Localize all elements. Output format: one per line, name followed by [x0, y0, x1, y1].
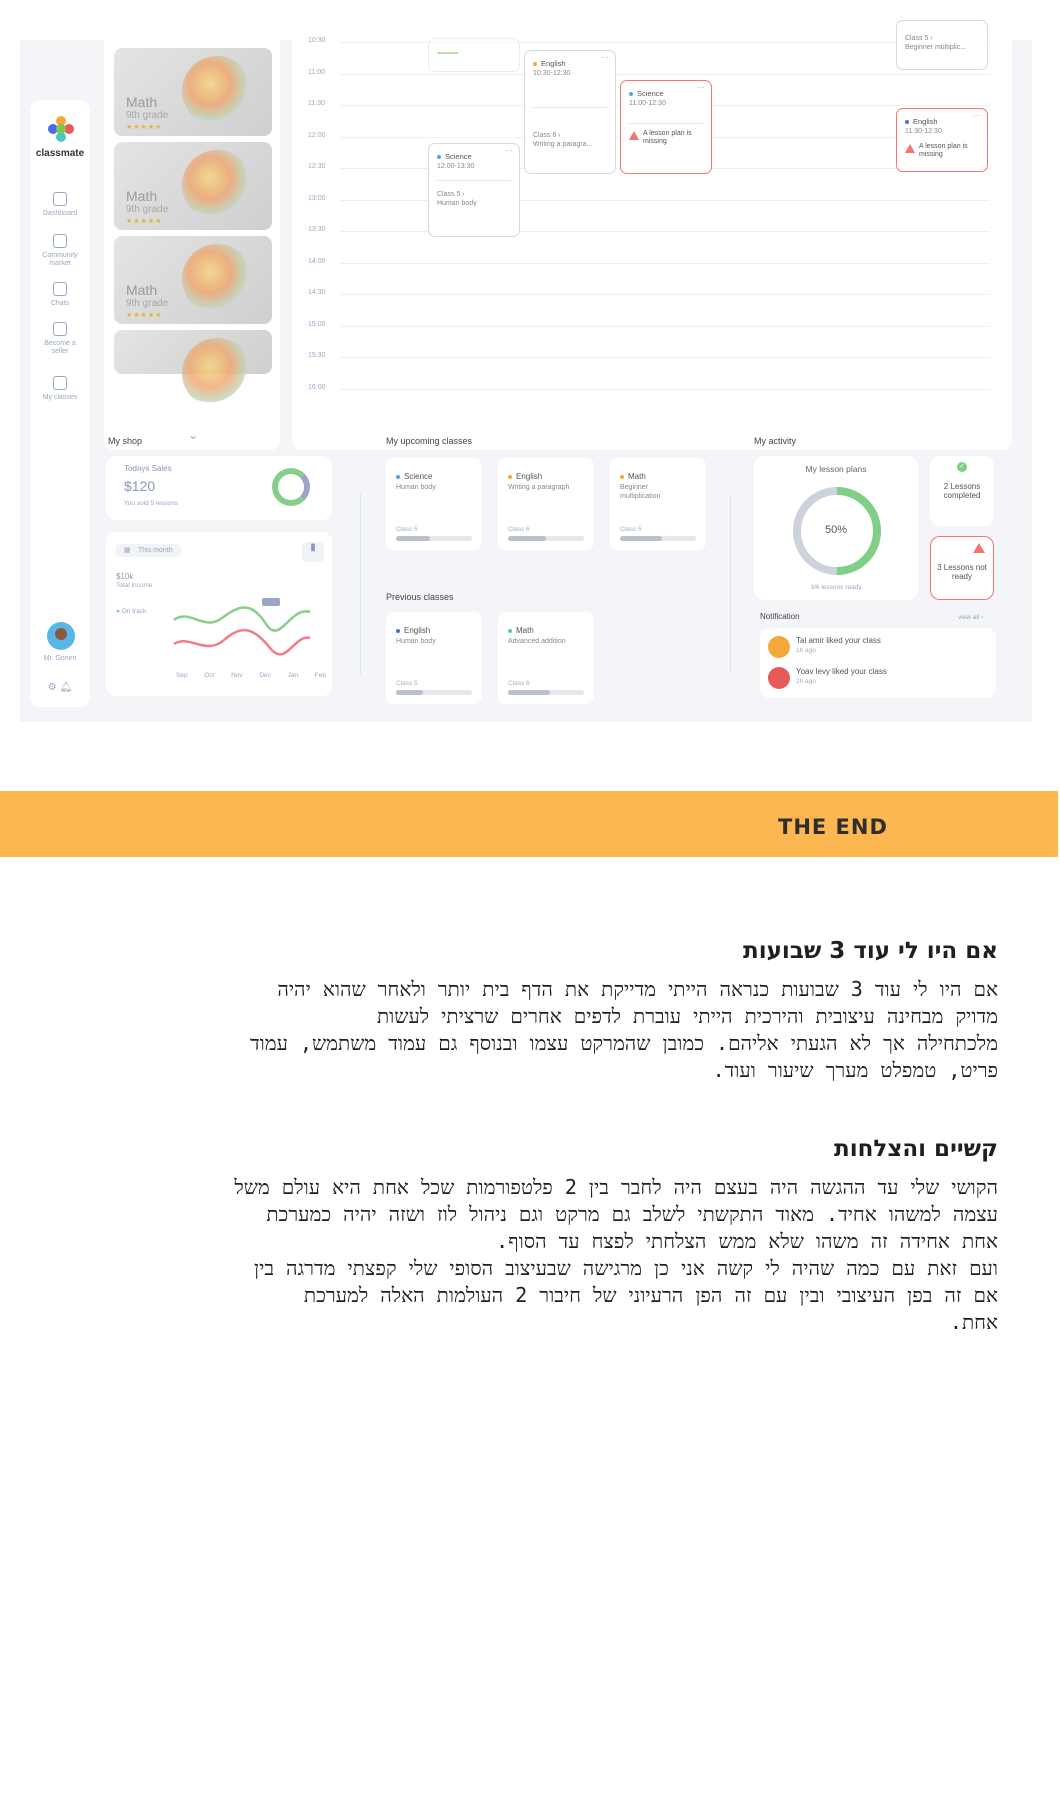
- time-label: 13:00: [308, 194, 326, 202]
- lesson-class: Class 5 ›: [905, 35, 933, 42]
- rating-stars: ★★★★★: [126, 312, 163, 319]
- class-grade: 9th grade: [126, 110, 169, 121]
- warning-icon: [973, 543, 985, 553]
- period-label: This month: [138, 547, 173, 554]
- illustration-image: [182, 150, 252, 220]
- lesson-warning: A lesson plan is missing: [905, 143, 979, 159]
- nav-my-classes[interactable]: [30, 376, 90, 402]
- progress-fill: [508, 536, 546, 541]
- lesson-tag: ▬▬▬: [437, 49, 458, 56]
- lesson-subject: Science: [437, 152, 511, 161]
- plans-title: My lesson plans: [805, 464, 867, 474]
- todays-sales-card: [106, 456, 332, 520]
- illustration-image: [182, 56, 252, 126]
- month-label: Nov: [231, 672, 243, 679]
- sidebar: [30, 100, 90, 707]
- end-band: [0, 791, 1058, 857]
- text-line: מלכתחילה אך לא הגעתי אליהם. כמובן שהמרקט עצמו ובנוסף גם עמוד משתמש, עמוד: [250, 1031, 998, 1055]
- user-name: Mr. Gonen: [43, 655, 77, 662]
- calendar: [292, 30, 1012, 450]
- class-description: Human body: [396, 484, 436, 491]
- lesson-plans-card: [754, 456, 918, 600]
- sales-donut: [272, 468, 310, 506]
- income-label: Total income: [116, 582, 153, 589]
- notification-text: Tal amir liked your class: [796, 636, 881, 645]
- class-grade: 9th grade: [126, 298, 169, 309]
- grid-line: [340, 389, 990, 390]
- sold-text: You sold 5 lessons: [124, 500, 178, 507]
- class-card[interactable]: [114, 330, 272, 374]
- class-card[interactable]: [386, 458, 482, 550]
- avatar: [768, 667, 790, 689]
- chat-icon: [53, 282, 67, 296]
- lesson-card-math[interactable]: [896, 20, 988, 70]
- class-description: Advanced addition: [508, 638, 566, 645]
- lesson-time: 12:00-13:30: [437, 163, 475, 170]
- class-description: Beginner multiplication: [620, 484, 661, 500]
- sales-label: Todays Sales: [124, 464, 172, 473]
- more-icon[interactable]: ···: [973, 111, 981, 120]
- grid-line: [340, 263, 990, 264]
- nav-label: Chats: [50, 300, 70, 307]
- bar-chart-icon[interactable]: ▮: [302, 542, 324, 562]
- time-row: [292, 383, 1012, 391]
- lesson-time: 11:30-12:30: [905, 128, 942, 135]
- grid-line: [340, 326, 990, 327]
- class-level: Class 6: [508, 680, 530, 687]
- nav-label: My classes: [42, 394, 78, 401]
- previous-title: Previous classes: [386, 592, 454, 602]
- time-label: 16:00: [308, 383, 326, 391]
- classmate-logo: [48, 116, 74, 142]
- more-icon[interactable]: ···: [601, 53, 609, 62]
- settings-icon[interactable]: ⚙: [47, 682, 57, 693]
- upcoming-title: My upcoming classes: [386, 436, 473, 446]
- completed-text: 2 Lessons completed: [943, 482, 981, 500]
- class-card[interactable]: [610, 458, 706, 550]
- status: ● On track: [116, 608, 147, 615]
- progress-bar: [620, 536, 696, 541]
- lesson-topic: Human body: [437, 200, 477, 207]
- nav-dashboard[interactable]: [30, 192, 90, 218]
- lesson-time: 11:00-12:30: [629, 100, 666, 107]
- time-label: 12:30: [308, 163, 326, 170]
- lesson-subject: Science: [629, 89, 703, 98]
- time-label: 15:30: [308, 352, 326, 359]
- rating-stars: ★★★★★: [126, 124, 163, 131]
- month-labels: [176, 672, 326, 679]
- settings-bell-icons[interactable]: [30, 682, 90, 693]
- class-level: Class 5: [396, 526, 418, 533]
- check-icon: ✓: [957, 462, 967, 472]
- class-subject: Math: [620, 472, 646, 481]
- time-row: [292, 257, 1012, 265]
- text-line: אחת.: [949, 1310, 998, 1334]
- lesson-time: 10:30-12:30: [533, 70, 571, 77]
- lesson-warning: A lesson plan is missing: [629, 130, 703, 146]
- plans-percent: 50%: [824, 524, 848, 536]
- bell-icon[interactable]: 🔔︎: [59, 682, 73, 693]
- progress-bar: [396, 690, 472, 695]
- month-label: Feb: [314, 672, 326, 679]
- income-line: [174, 607, 310, 630]
- class-level: Class 6: [508, 526, 530, 533]
- month-label: Jan: [287, 672, 299, 679]
- notification-time: 2h ago: [796, 678, 816, 685]
- progress-bar: [508, 536, 584, 541]
- nav-label: Dashboard: [42, 210, 78, 217]
- sales-value: $120: [124, 478, 156, 494]
- text-line: מדויק מבחינה עיצובית והירכית הייתי עוברת לדפים אחרים שרציתי לעשות: [376, 1004, 998, 1028]
- class-card[interactable]: [498, 458, 594, 550]
- section-heading: קשיים והצלחות: [834, 1136, 998, 1162]
- class-card[interactable]: [498, 612, 594, 704]
- class-subject: Science: [396, 472, 432, 481]
- nav-label: Become a seller: [44, 340, 76, 355]
- grid-line: [340, 294, 990, 295]
- progress-fill: [620, 536, 662, 541]
- time-label: 10:30: [308, 37, 326, 44]
- users-icon: [53, 322, 67, 336]
- illustration-image: [182, 338, 252, 408]
- lesson-card-science[interactable]: [428, 143, 520, 237]
- text-line: עצמה למשהו אחיד. מאוד התקשתי לשלב גם מרקט וגם ניהול לוז ושזה יהיה כמערכת: [266, 1202, 998, 1226]
- ready-text: 3/6 lessons ready: [810, 584, 862, 591]
- progress-fill: [508, 690, 550, 695]
- text-line: הקושי שלי עד ההגשה היה בעצם היה לחבר בין 2 פלטפורמות שכל אחת היא עולם משל: [234, 1175, 998, 1199]
- class-grade: 9th grade: [126, 204, 169, 215]
- class-title: Math: [126, 94, 158, 110]
- progress-fill: [396, 536, 430, 541]
- dashboard-screenshot: [20, 35, 1032, 722]
- avatar: [768, 636, 790, 658]
- text-line: אם זה בפן העיצובי ובין עם זה הפן הרעיוני של חיבור 2 העולמות האלה למערכת: [303, 1283, 998, 1307]
- class-description: Writing a paragraph: [508, 484, 570, 491]
- illustration-image: [182, 244, 252, 314]
- class-subject: English: [396, 626, 430, 635]
- class-card[interactable]: [386, 612, 482, 704]
- chevron-down-icon[interactable]: ⌄: [188, 428, 199, 442]
- class-card[interactable]: [114, 236, 272, 324]
- income-card: [106, 532, 332, 696]
- lesson-topic: Writing a paragra...: [533, 141, 593, 148]
- nav-become-seller[interactable]: [30, 322, 90, 356]
- text-line: ועם זאת עם כמה שהיה לי קשה אני כן מרגישה שבעיצוב הסופי שלי קפצתי מדרגה בין: [254, 1256, 998, 1280]
- time-label: 12:00: [308, 131, 326, 139]
- income-value: $10k: [116, 572, 134, 581]
- nav-community-market[interactable]: [30, 234, 90, 268]
- text-line: אם היו לי עוד 3 שבועות כנראה הייתי מדייקת את הדף בית יותר ולאחר שהוא יהיה: [277, 977, 998, 1001]
- brand-name: classmate: [35, 148, 85, 159]
- completed-card: [930, 456, 994, 526]
- section-heading: אם היו לי עוד 3 שבועות: [743, 938, 998, 964]
- end-title: THE END: [778, 815, 888, 839]
- class-level: Class 5: [396, 680, 418, 687]
- divider: [437, 180, 511, 181]
- expense-line: [174, 630, 310, 654]
- lesson-card-english[interactable]: [524, 50, 616, 174]
- class-subject: English: [508, 472, 542, 481]
- month-label: Dec: [259, 672, 271, 679]
- period-select[interactable]: [116, 544, 181, 557]
- activity-title: My activity: [754, 436, 797, 446]
- my-shop-title: My shop: [108, 436, 143, 446]
- rating-stars: ★★★★★: [126, 218, 163, 225]
- text-line: אחת אחידה זה משהו שלא ממש הצלחתי לפצח עד הסוף.: [496, 1229, 998, 1253]
- notification-time: 1h ago: [796, 647, 816, 654]
- tooltip: [262, 598, 280, 606]
- time-label: 11:30: [308, 100, 325, 107]
- more-icon[interactable]: ···: [697, 83, 705, 92]
- time-label: 11:00: [308, 68, 325, 76]
- progress-fill: [396, 690, 423, 695]
- class-description: Human body: [396, 638, 436, 645]
- lesson-card-science-alert[interactable]: [620, 80, 712, 174]
- lesson-subject: English: [533, 59, 607, 68]
- section-paragraph: [234, 1174, 998, 1336]
- time-row: [292, 352, 1012, 359]
- view-all-link[interactable]: view all ›: [958, 614, 984, 621]
- month-label: Sep: [176, 672, 188, 679]
- lesson-card-english-alert[interactable]: [896, 108, 988, 172]
- class-title: Math: [126, 282, 158, 298]
- time-label: 14:00: [308, 257, 326, 265]
- section-paragraph: [250, 976, 998, 1084]
- time-row: [292, 320, 1012, 328]
- divider: [360, 494, 361, 674]
- not-ready-text: 3 Lessons not ready: [937, 563, 987, 581]
- month-label: Oct: [204, 672, 215, 679]
- lesson-topic: Beginner multiplic...: [905, 44, 967, 51]
- grid-line: [340, 357, 990, 358]
- avatar[interactable]: [47, 622, 75, 650]
- lesson-subject: English: [905, 117, 979, 126]
- notification-list: [760, 628, 996, 698]
- income-chart: [170, 598, 326, 678]
- not-ready-card[interactable]: [930, 536, 994, 600]
- divider: [533, 107, 607, 108]
- time-label: 15:00: [308, 320, 326, 328]
- divider: [629, 123, 703, 124]
- class-thumbnails: [104, 30, 280, 450]
- divider: [730, 494, 731, 674]
- grid-icon: [53, 192, 67, 206]
- calendar-icon: ▦: [124, 547, 131, 554]
- store-icon: [53, 234, 67, 248]
- list-icon: [53, 376, 67, 390]
- class-card[interactable]: [114, 48, 272, 136]
- status-label: On track: [121, 608, 147, 615]
- more-icon[interactable]: ···: [505, 146, 513, 155]
- class-title: Math: [126, 188, 158, 204]
- nav-label: Community market: [42, 252, 78, 267]
- time-label: 13:30: [308, 226, 326, 233]
- class-level: Class 5: [620, 526, 642, 533]
- lesson-class: Class 6 ›: [533, 132, 561, 139]
- notification-text: Yoav levy liked your class: [796, 667, 887, 676]
- notification-title: Notification: [760, 612, 800, 621]
- lesson-class: Class 5 ›: [437, 191, 465, 198]
- time-row: [292, 226, 1012, 233]
- progress-bar: [396, 536, 472, 541]
- grid-line: [340, 74, 990, 75]
- text-line: פריט, טמפלט מערך שיעור ועוד.: [712, 1058, 998, 1082]
- time-label: 14:30: [308, 289, 326, 296]
- progress-bar: [508, 690, 584, 695]
- class-card[interactable]: [114, 142, 272, 230]
- time-row: [292, 289, 1012, 296]
- lesson-card[interactable]: [428, 38, 520, 72]
- class-subject: Math: [508, 626, 534, 635]
- nav-chats[interactable]: [30, 282, 90, 308]
